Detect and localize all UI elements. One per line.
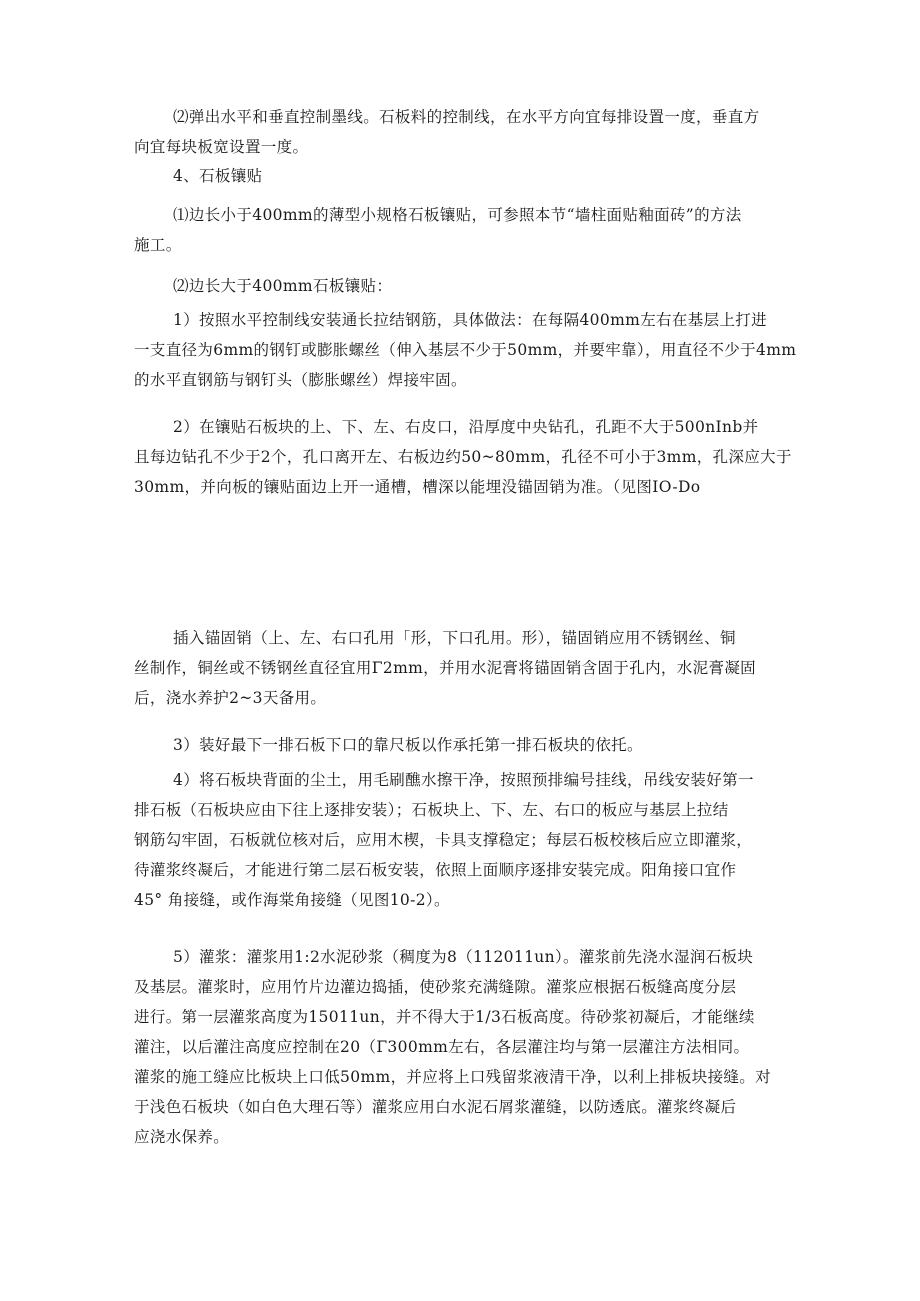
text-line: 一支直径为6mm的钢钉或膨胀螺丝（伸入基层不少于50mm，并要牢靠），用直径不少于4mm (134, 341, 797, 359)
text-line: 1）按照水平控制线安装通长拉结钢筋，具体做法：在每隔400mm左右在基层上打进 (173, 311, 767, 329)
text-line: 灌注，以后灌注高度应控制在20（Γ300mm左右，各层灌注均与第一层灌注方法相同。 (134, 1038, 750, 1056)
text-line: 进行。第一层灌浆高度为15011un，并不得大于1/3石板高度。待砂浆初凝后，才能继续 (134, 1008, 755, 1026)
paragraph-anchor-pins (0, 623, 920, 713)
paragraph-step-5-grouting (0, 942, 920, 1152)
paragraph-small-slabs (0, 200, 920, 260)
heading-stone-cladding (0, 161, 920, 191)
text-line: 2）在镶贴石板块的上、下、左、右皮口，沿厚度中央钻孔，孔距不大于500nInb并 (173, 418, 759, 436)
text-line: ⑵弹出水平和垂直控制墨线。石板料的控制线，在水平方向宜每排设置一度，垂直方 (173, 108, 760, 126)
text-line: 5）灌浆：灌浆用1:2水泥砂浆（稠度为8（112011un）。灌浆前先浇水湿润石板块 (173, 948, 754, 966)
text-line: 应浇水保养。 (134, 1128, 230, 1146)
text-line: ⑵边长大于400mm石板镶贴： (173, 277, 393, 295)
text-line: 4）将石板块背面的尘土，用毛刷醮水擦干净，按照预排编号挂线，吊线安装好第一 (173, 771, 754, 789)
text-line: 排石板（石板块应由下往上逐排安装）；石板块上、下、左、右口的板应与基层上拉结 (134, 801, 729, 819)
text-line: 灌浆的施工缝应比板块上口低50mm，并应将上口残留浆液清干净，以利上排板块接缝。对 (134, 1068, 771, 1086)
text-line: 施工。 (134, 236, 182, 254)
text-line: 于浅色石板块（如白色大理石等）灌浆应用白水泥石屑浆灌缝，以防透底。灌浆终凝后 (134, 1098, 737, 1116)
paragraph-step-1 (0, 305, 920, 395)
text-line: 后，浇水养护2~3天备用。 (134, 689, 327, 707)
text-line: 丝制作，铜丝或不锈钢丝直径宜用Γ2mm，并用水泥膏将锚固销含固于孔内，水泥膏凝固 (134, 659, 757, 677)
paragraph-control-lines (0, 102, 920, 162)
paragraph-large-slabs (0, 271, 920, 301)
text-line: 插入锚固销（上、左、右口孔用「形，下口孔用。形），锚固销应用不锈钢丝、铜 (173, 629, 736, 647)
text-line: 待灌浆终凝后，才能进行第二层石板安装，依照上面顺序逐排安装完成。阳角接口宜作 (134, 861, 737, 879)
paragraph-step-3 (0, 730, 920, 760)
text-line: 3）装好最下一排石板下口的靠尺板以作承托第一排石板块的依托。 (173, 736, 643, 754)
text-line: 向宜每块板宽设置一度。 (134, 138, 309, 156)
text-line: 钢筋勾牢固，石板就位核对后，应用木楔，卡具支撑稳定；每层石板校核后应立即灌浆， (134, 831, 753, 849)
text-line: 的水平直钢筋与钢钉头（膨胀螺丝）焊接牢固。 (134, 371, 467, 389)
paragraph-step-2 (0, 412, 920, 502)
text-line: 30mm，并向板的镶贴面边上开一通槽，槽深以能埋没锚固销为准。（见图IO-Do (134, 478, 701, 496)
text-line: 且每边钻孔不少于2个，孔口离开左、右板边约50~80mm，孔径不可小于3mm，孔深应大于 (134, 448, 792, 466)
text-line: 及基层。灌浆时，应用竹片边灌边捣插，使砂浆充满缝隙。灌浆应根据石板缝高度分层 (134, 978, 737, 996)
section-heading: 4、石板镶贴 (173, 167, 263, 185)
text-line: 45° 角接缝，或作海棠角接缝（见图10-2）。 (134, 891, 450, 909)
text-line: ⑴边长小于400mm的薄型小规格石板镶贴，可参照本节“墙柱面贴釉面砖”的方法 (173, 206, 742, 224)
paragraph-step-4 (0, 765, 920, 915)
